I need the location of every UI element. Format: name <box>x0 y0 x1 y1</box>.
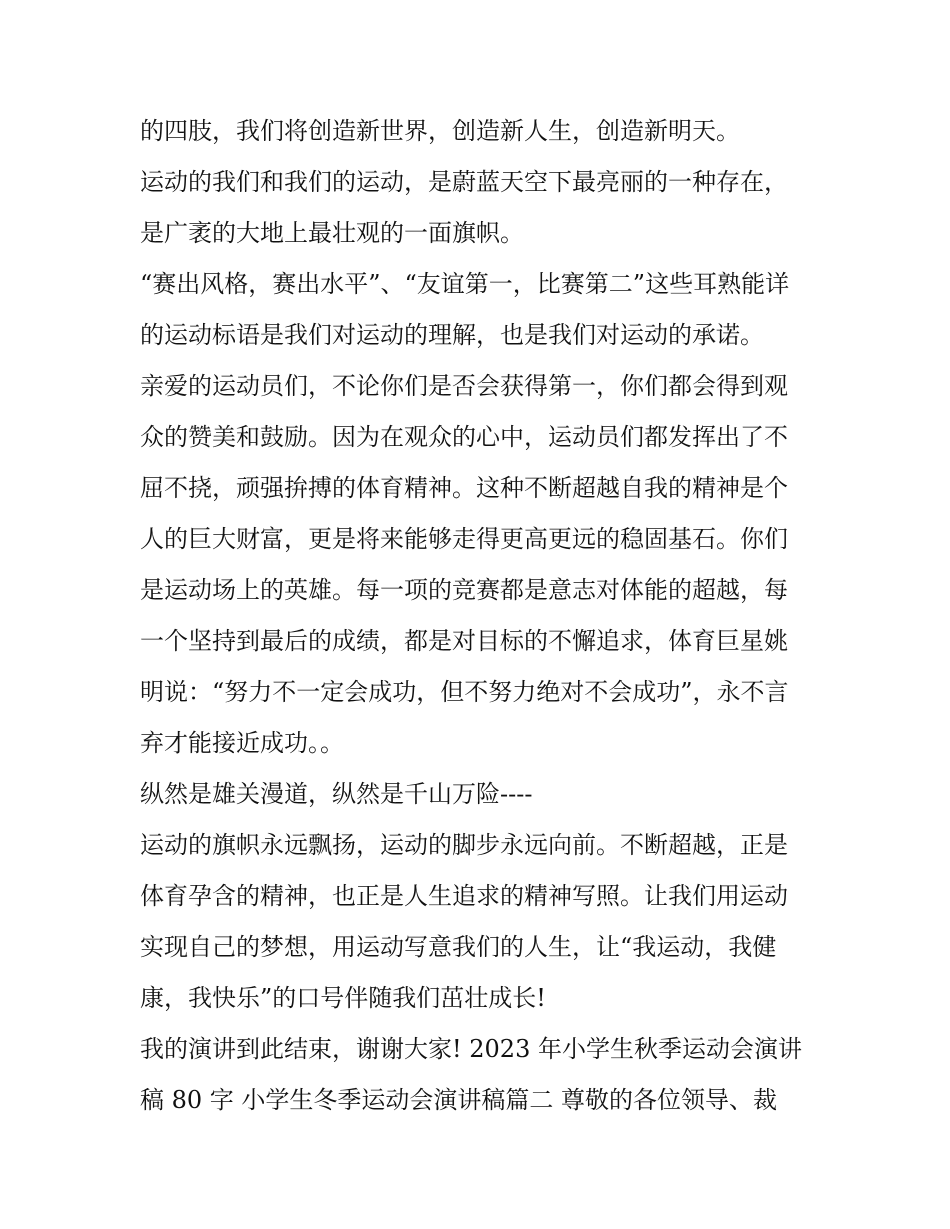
text-line: 的运动标语是我们对运动的理解，也是我们对运动的承诺。 <box>140 321 764 349</box>
text-line: 纵然是雄关漫道，纵然是千山万险---- <box>140 780 533 808</box>
text-line: 康，我快乐”的口号伴随我们茁壮成长! <box>140 984 546 1012</box>
text-line: 亲爱的运动员们，不论你们是否会获得第一，你们都会得到观 <box>140 372 788 400</box>
text-line: 众的赞美和鼓励。因为在观众的心中，运动员们都发挥出了不 <box>140 423 788 451</box>
text-line: 实现自己的梦想，用运动写意我们的人生，让“我运动，我健 <box>140 933 777 961</box>
text-line: 的四肢，我们将创造新世界，创造新人生，创造新明天。 <box>140 117 740 145</box>
text-line: 人的巨大财富，更是将来能够走得更高更远的稳固基石。你们 <box>140 525 788 553</box>
text-line: 运动的我们和我们的运动，是蔚蓝天空下最亮丽的一种存在， <box>140 168 788 196</box>
text-line: 一个坚持到最后的成绩，都是对目标的不懈追求，体育巨星姚 <box>140 627 788 655</box>
text-line: 屈不挠，顽强拚搏的体育精神。这种不断超越自我的精神是个 <box>140 474 788 502</box>
text-line: 运动的旗帜永远飘扬，运动的脚步永远向前。不断超越，正是 <box>140 831 788 859</box>
text-line: 体育孕含的精神，也正是人生追求的精神写照。让我们用运动 <box>140 882 788 910</box>
text-line: 我的演讲到此结束，谢谢大家! 2023 年小学生秋季运动会演讲 <box>140 1035 802 1063</box>
text-line: 是运动场上的英雄。每一项的竞赛都是意志对体能的超越，每 <box>140 576 788 604</box>
document-body <box>140 106 820 1126</box>
text-line: “赛出风格，赛出水平”、“友谊第一，比赛第二”这些耳熟能详 <box>140 270 790 298</box>
text-line: 是广袤的大地上最壮观的一面旗帜。 <box>140 219 524 247</box>
text-line: 明说：“努力不一定会成功，但不努力绝对不会成功”，永不言 <box>140 678 789 706</box>
text-line: 弃才能接近成功。。 <box>140 729 344 757</box>
text-line: 稿 80 字 小学生冬季运动会演讲稿篇二 尊敬的各位领导、裁 <box>140 1086 778 1114</box>
